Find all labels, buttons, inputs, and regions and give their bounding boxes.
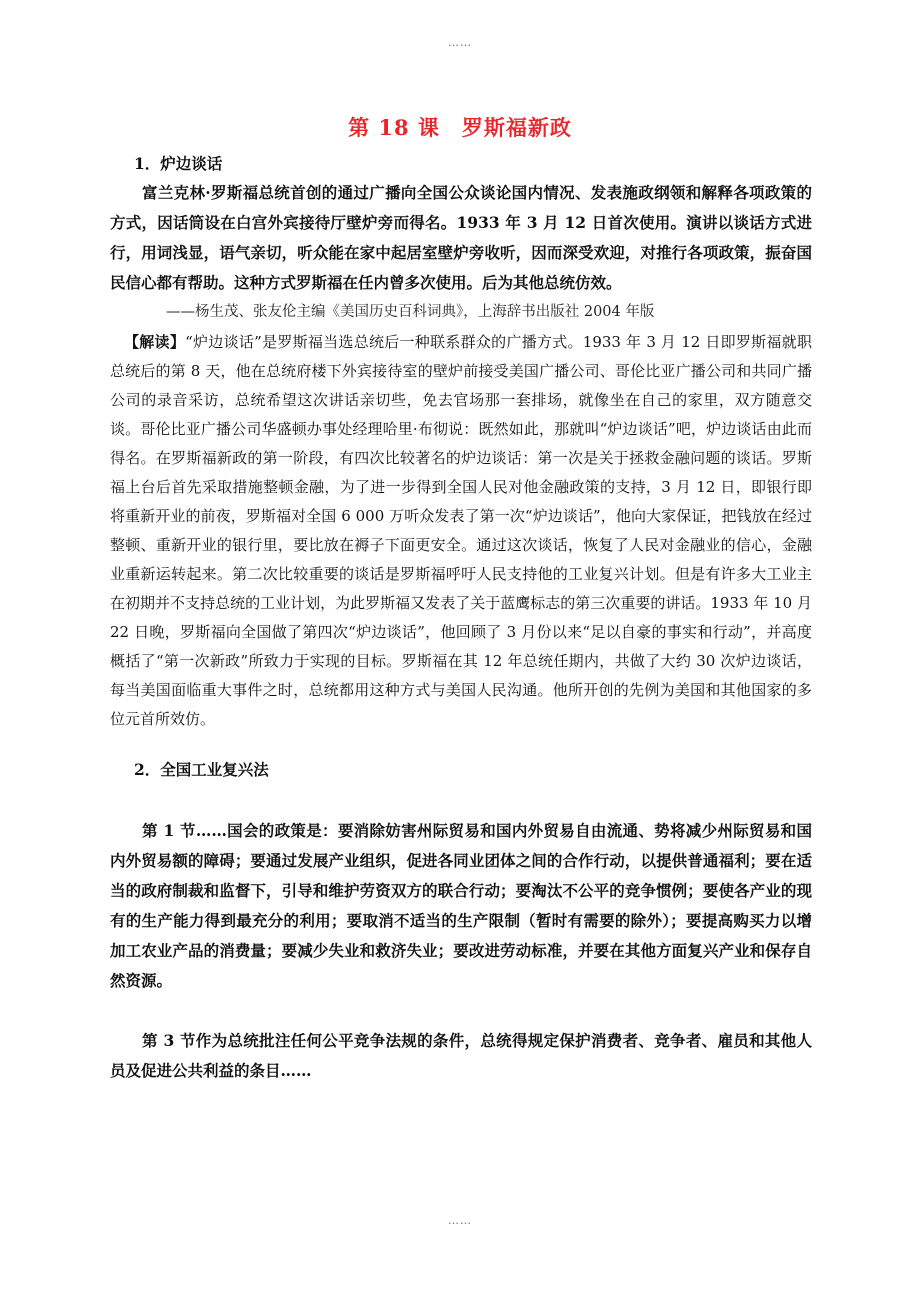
section2-heading: 2．全国工业复兴法: [134, 760, 269, 779]
document-body: [110, 150, 812, 1086]
page-title: 第 18 课 罗斯福新政: [348, 115, 572, 140]
section2-para1: 第 1 节……国会的政策是：要消除妨害州际贸易和国内外贸易自由流通、势将减少州际贸易和国内外贸易额的障碍；要通过发展产业组织，促进各同业团体之间的合作行动，以提供普通福利；要在适当的政府制裁和监督下，引导和维护劳资双方的联合行动；要淘汰不公平的竞争惯例；要使各产业的现有的生产能力得到最充分的利用；要取消不适当的生产限制（暂时有需要的除外）；要提高购买力以增加工农业产品的消费量；要减少失业和救济失业；要改进劳动标准，并要在其他方面复兴产业和保存自然资源。: [110, 821, 812, 990]
section1-quote: 富兰克林·罗斯福总统首创的通过广播向全国公众谈论国内情况、发表施政纲领和解释各项政策的方式，因话筒设在白宫外宾接待厅壁炉旁而得名。1933 年 3 月 12 日首次使用。演讲以谈话方式进行，用词浅显，语气亲切，听众能在家中起居室壁炉旁收听，因而深受欢迎，对推行各项政策，振奋国民信心都有帮助。这种方式罗斯福在任内曾多次使用。后为其他总统仿效。: [110, 183, 812, 292]
header-dots: ……: [448, 36, 472, 49]
section1-heading: 1．炉边谈话: [134, 154, 223, 173]
interpret-label: 【解读】: [124, 333, 186, 351]
footer-dots: ……: [448, 1214, 472, 1227]
section1-source: ——杨生茂、张友伦主编《美国历史百科词典》，上海辞书出版社 2004 年版: [166, 304, 655, 320]
section2-para2: 第 3 节作为总统批注任何公平竞争法规的条件，总统得规定保护消费者、竞争者、雇员和其他人员及促进公共利益的条目……: [110, 1031, 812, 1080]
interpret-text: “炉边谈话”是罗斯福当选总统后一种联系群众的广播方式。1933 年 3 月 12 日即罗斯福就职总统后的第 8 天，他在总统府楼下外宾接待室的壁炉前接受美国广播公司、哥伦比亚广播公司和共同广播公司的录音采访，总统希望这次讲话亲切些，免去官场那一套排场，就像坐在自己的家里，双方随意交谈。哥伦比亚广播公司华盛顿办事处经理哈里·布彻说：既然如此，那就叫“炉边谈话”吧，炉边谈话由此而得名。在罗斯福新政的第一阶段，有四次比较著名的炉边谈话：第一次是关于拯救金融问题的谈话。罗斯福上台后首先采取措施整顿金融，为了进一步得到全国人民对他金融政策的支持，3 月 12 日，即银行即将重新开业的前夜，罗斯福对全国 6 000 万听众发表了第一次“炉边谈话”，他向大家保证，把钱放在经过整顿、重新开业的银行里，要比放在褥子下面更安全。通过这次谈话，恢复了人民对金融业的信心，金融业重新运转起来。第二次比较重要的谈话是罗斯福呼吁人民支持他的工业复兴计划。但是有许多大工业主在初期并不支持总统的工业计划，为此罗斯福又发表了关于蓝鹰标志的第三次重要的讲话。1933 年 10 月 22 日晚，罗斯福向全国做了第四次“炉边谈话”，他回顾了 3 月份以来“足以自豪的事实和行动”，并高度概括了“第一次新政”所致力于实现的目标。罗斯福在其 12 年总统任期内，共做了大约 30 次炉边谈话，每当美国面临重大事件之时，总统都用这种方式与美国人民沟通。他所开创的先例为美国和其他国家的多位元首所效仿。: [110, 333, 812, 728]
section1-interpretation: [110, 328, 812, 734]
